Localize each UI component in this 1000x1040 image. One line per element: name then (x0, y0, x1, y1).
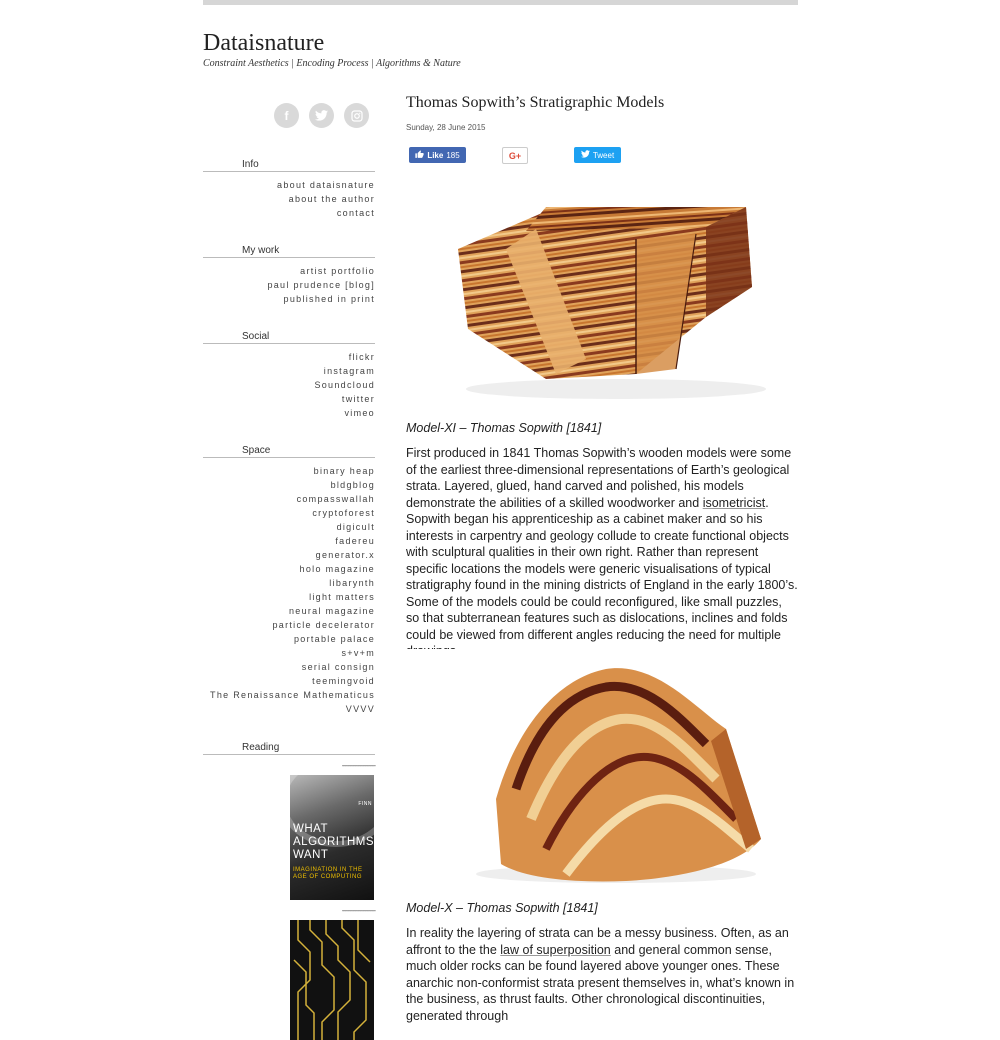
link-bldgblog[interactable]: bldgblog (330, 480, 375, 490)
link-artist-portfolio[interactable]: artist portfolio (300, 266, 375, 276)
link-generator-x[interactable]: generator.x (315, 550, 375, 560)
link-s-v-m[interactable]: s+v+m (341, 648, 375, 658)
link-teemingvoid[interactable]: teemingvoid (312, 676, 375, 686)
reading-section (203, 738, 375, 1040)
info-section (203, 155, 375, 241)
para2-text-start: In reality the layering of strata can be a messy business. Often, as an affront to the the (406, 926, 789, 957)
sidebar (203, 155, 375, 1040)
post-title[interactable]: Thomas Sopwith’s Stratigraphic Models (406, 94, 665, 111)
instagram-icon[interactable] (344, 103, 369, 128)
tweet-button[interactable] (574, 147, 621, 163)
book-cover-2[interactable] (290, 920, 374, 1040)
twitter-icon[interactable] (309, 103, 334, 128)
link-about-the-author[interactable]: about the author (288, 194, 375, 204)
share-bar (406, 147, 798, 167)
link-holo-magazine[interactable]: holo magazine (299, 564, 375, 574)
image-caption-model-xi: Model-XI – Thomas Sopwith [1841] (406, 421, 602, 435)
post-date: Sunday, 28 June 2015 (406, 123, 486, 132)
twitter-bird-icon (581, 150, 590, 160)
link-renaissance-mathematicus[interactable]: The Renaissance Mathematicus (210, 690, 375, 700)
social-icons (274, 103, 369, 128)
social-section (203, 327, 375, 441)
link-fadereu[interactable]: fadereu (335, 536, 375, 546)
link-contact[interactable]: contact (336, 208, 375, 218)
my-work-heading: My work (203, 241, 375, 258)
link-digicult[interactable]: digicult (336, 522, 375, 532)
post-paragraph-1 (406, 445, 798, 660)
book-author: FINN (358, 801, 372, 807)
link-twitter[interactable]: twitter (341, 394, 375, 404)
facebook-icon[interactable]: f (274, 103, 299, 128)
link-flickr[interactable]: flickr (348, 352, 375, 362)
thumbs-up-icon (415, 150, 424, 161)
link-binary-heap[interactable]: binary heap (313, 466, 375, 476)
info-links (203, 172, 375, 220)
space-section (203, 441, 375, 738)
space-heading: Space (203, 441, 375, 458)
info-heading: Info (203, 155, 375, 172)
top-bar (203, 0, 798, 5)
law-of-superposition-link[interactable]: law of superposition (500, 942, 611, 957)
my-work-links (203, 258, 375, 306)
para1-text-end: . Sopwith began his apprenticeship as a cabinet maker and so his interests in carpentry and geology collude to create functional objects with sculptural qualities in their own right. Rather than represent specific locations the models were generic visualisations of typical stratigraphy found in the mining districts of England in the early 1800’s. Some of the models could be could reconfigured, like small puzzles, so that subterranean features such as dislocations, inclines and folds could be viewed from different angles reducing the need for multiple (406, 495, 798, 642)
social-heading: Social (203, 327, 375, 344)
link-published-in-print[interactable]: published in print (283, 294, 375, 304)
google-plus-button[interactable]: G+ (502, 147, 528, 164)
link-soundcloud[interactable]: Soundcloud (314, 380, 375, 390)
reading-heading: Reading (203, 738, 375, 755)
link-instagram[interactable]: instagram (323, 366, 375, 376)
link-particle-decelerator[interactable]: particle decelerator (272, 620, 375, 630)
model-xi-image[interactable] (406, 169, 798, 409)
link-paul-prudence-blog[interactable]: paul prudence [blog] (267, 280, 375, 290)
link-libarynth[interactable]: libarynth (329, 578, 375, 588)
link-compasswallah[interactable]: compasswallah (296, 494, 375, 504)
reading-separator-2: -------------------- (341, 906, 375, 915)
main-content (406, 93, 798, 1023)
social-links (203, 344, 375, 420)
link-serial-consign[interactable]: serial consign (301, 662, 375, 672)
link-vimeo[interactable]: vimeo (344, 408, 375, 418)
link-neural-magazine[interactable]: neural magazine (288, 606, 375, 616)
blog-title[interactable]: Dataisnature (203, 30, 325, 56)
link-about-dataisnature[interactable]: about dataisnature (277, 180, 375, 190)
image-caption-model-x: Model-X – Thomas Sopwith [1841] (406, 901, 598, 915)
para2-text-end: and general common sense, much older rocks can be found layered above younger ones. These anarchic non-conformist strata present themselves in, what’s known in the business, as thrust faults. Other chronological discontinuities, generated through (406, 942, 795, 1023)
link-cryptoforest[interactable]: cryptoforest (312, 508, 375, 518)
blog-description: Constraint Aesthetics | Encoding Process | Algorithms & Nature (203, 58, 461, 69)
my-work-section (203, 241, 375, 327)
model-x-image[interactable] (406, 649, 798, 889)
like-label: Like (427, 150, 444, 160)
isometricist-link[interactable]: isometricist (702, 495, 766, 510)
book-cover-what-algorithms-want[interactable] (290, 775, 374, 900)
like-count: 185 (446, 150, 460, 160)
reading-separator: -------------------- (341, 761, 375, 770)
book-cover-pattern (290, 920, 374, 1040)
para1-text-start: First produced in 1841 Thomas Sopwith’s wooden models were some of the earliest three-dimensional representations of Earth’s geological strata. Layered, glued, hand carved and polished, his models demonstrate the abilities of a skilled woodworker and (406, 446, 792, 510)
post-paragraph-2 (406, 925, 798, 1024)
link-portable-palace[interactable]: portable palace (293, 634, 375, 644)
link-light-matters[interactable]: light matters (309, 592, 375, 602)
space-links (203, 458, 375, 716)
book-subtitle: IMAGINATION IN THE AGE OF COMPUTING (293, 867, 363, 880)
facebook-like-button[interactable] (409, 147, 466, 163)
book-title: WHAT ALGORITHMS WANT (293, 823, 374, 861)
link-vvvv[interactable]: VVVV (345, 704, 375, 714)
tweet-label: Tweet (592, 150, 615, 160)
